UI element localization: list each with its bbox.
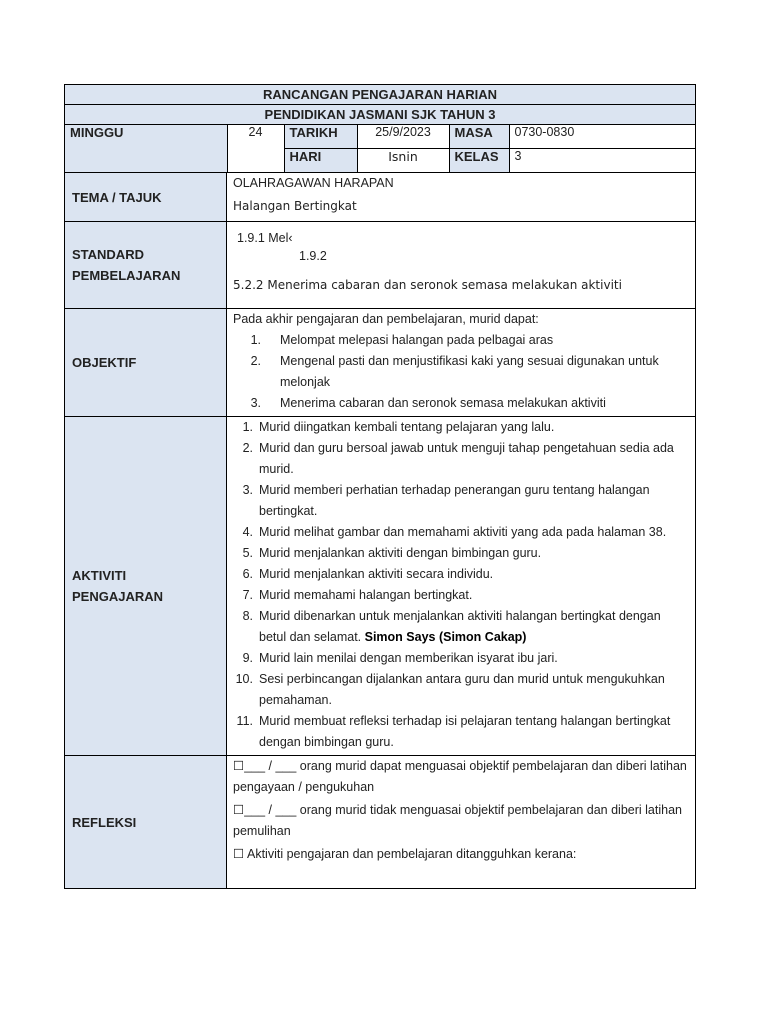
list-item bbox=[233, 585, 689, 606]
list-text: Murid memahami halangan bertingkat. bbox=[259, 588, 473, 602]
list-item bbox=[233, 417, 689, 438]
lesson-plan-table bbox=[64, 84, 696, 889]
list-number: 2. bbox=[242, 441, 253, 455]
list-number: 5. bbox=[242, 546, 253, 560]
refleksi-option-2: ☐___ / ___ orang murid tidak menguasai objektif pembelajaran dan diberi latihan pemulihan bbox=[233, 803, 682, 838]
list-text: Sesi perbincangan dijalankan antara guru dan murid untuk mengukuhkan pemahaman. bbox=[259, 672, 665, 707]
objektif-list bbox=[233, 330, 689, 414]
aktiviti-label bbox=[65, 417, 227, 756]
list-text: Murid memberi perhatian terhadap penerangan guru tentang halangan bertingkat. bbox=[259, 483, 650, 518]
list-number: 1. bbox=[250, 333, 261, 347]
list-item bbox=[233, 648, 689, 669]
list-item bbox=[233, 480, 689, 522]
list-number: 9. bbox=[242, 651, 253, 665]
objektif-intro: Pada akhir pengajaran dan pembelajaran, murid dapat: bbox=[233, 312, 539, 326]
hari-label: HARI bbox=[284, 149, 357, 173]
masa-value: 0730-0830 bbox=[509, 125, 696, 149]
list-item bbox=[233, 438, 689, 480]
aktiviti-label-line1: AKTIVITI bbox=[72, 568, 127, 583]
standard-label bbox=[65, 222, 227, 309]
refleksi-cell bbox=[227, 756, 696, 889]
list-number: 4. bbox=[242, 525, 253, 539]
standard-cell bbox=[227, 222, 696, 309]
info-grid bbox=[65, 125, 696, 172]
aktiviti-label-line2: PENGAJARAN bbox=[72, 589, 164, 604]
tema-cell bbox=[227, 173, 696, 222]
list-number: 10. bbox=[235, 672, 253, 686]
list-text: Menerima cabaran dan seronok semasa melakukan aktiviti bbox=[280, 396, 606, 410]
document-subtitle: PENDIDIKAN JASMANI SJK TAHUN 3 bbox=[65, 105, 696, 125]
tema-label: TEMA / TAJUK bbox=[65, 173, 227, 222]
tema-topic: Halangan Bertingkat bbox=[233, 199, 357, 213]
tarikh-label: TARIKH bbox=[284, 125, 357, 149]
list-text: Murid menjalankan aktiviti dengan bimbingan guru. bbox=[259, 546, 542, 560]
standard-item-1: 1.9.1 Mel‹ bbox=[237, 231, 293, 245]
standard-label-line2: PEMBELAJARAN bbox=[72, 268, 181, 283]
standard-item-3: 5.2.2 Menerima cabaran dan seronok semasa melakukan aktiviti bbox=[233, 278, 622, 292]
refleksi-option-3: ☐ Aktiviti pengajaran dan pembelajaran ditangguhkan kerana: bbox=[233, 847, 577, 861]
refleksi-option-1: ☐___ / ___ orang murid dapat menguasai objektif pembelajaran dan diberi latihan pengayaan / pengukuhan bbox=[233, 759, 687, 794]
list-item bbox=[233, 564, 689, 585]
document-title: RANCANGAN PENGAJARAN HARIAN bbox=[65, 85, 696, 105]
list-item bbox=[233, 351, 689, 393]
list-text: Mengenal pasti dan menjustifikasi kaki yang sesuai digunakan untuk melonjak bbox=[280, 354, 659, 389]
standard-label-line1: STANDARD bbox=[72, 247, 144, 262]
list-number: 1. bbox=[242, 420, 253, 434]
list-number: 3. bbox=[242, 483, 253, 497]
objektif-label: OBJEKTIF bbox=[65, 309, 227, 417]
aktiviti-cell bbox=[227, 417, 696, 756]
list-text: Murid diingatkan kembali tentang pelajaran yang lalu. bbox=[259, 420, 555, 434]
list-number: 7. bbox=[242, 588, 253, 602]
tema-title: OLAHRAGAWAN HARAPAN bbox=[233, 176, 394, 190]
masa-label: MASA bbox=[449, 125, 509, 149]
objektif-cell bbox=[227, 309, 696, 417]
list-number: 6. bbox=[242, 567, 253, 581]
list-number: 11. bbox=[236, 714, 253, 728]
refleksi-label: REFLEKSI bbox=[65, 756, 227, 889]
list-text: Murid menjalankan aktiviti secara individu. bbox=[259, 567, 494, 581]
info-row bbox=[65, 125, 696, 173]
list-text: Murid dibenarkan untuk menjalankan aktiviti halangan bertingkat dengan betul dan selamat. bbox=[259, 609, 661, 644]
minggu-label: MINGGU bbox=[65, 125, 227, 172]
kelas-label: KELAS bbox=[449, 149, 509, 173]
list-text: Murid lain menilai dengan memberikan isyarat ibu jari. bbox=[259, 651, 558, 665]
list-number: 8. bbox=[242, 609, 253, 623]
list-item bbox=[233, 393, 689, 414]
list-item bbox=[233, 669, 689, 711]
hari-value: Isnin bbox=[357, 149, 449, 173]
kelas-value: 3 bbox=[509, 149, 696, 173]
list-number: 2. bbox=[250, 354, 261, 368]
activity-game-name: Simon Says (Simon Cakap) bbox=[364, 630, 527, 644]
list-item bbox=[233, 543, 689, 564]
list-item bbox=[233, 522, 689, 543]
list-item bbox=[233, 330, 689, 351]
aktiviti-list bbox=[233, 417, 689, 753]
list-text: Melompat melepasi halangan pada pelbagai aras bbox=[280, 333, 554, 347]
list-text: Murid dan guru bersoal jawab untuk menguji tahap pengetahuan sedia ada murid. bbox=[259, 441, 674, 476]
list-item bbox=[233, 606, 689, 648]
list-text: Murid melihat gambar dan memahami aktiviti yang ada pada halaman 38. bbox=[259, 525, 667, 539]
standard-item-2: 1.9.2 bbox=[299, 249, 327, 263]
minggu-value: 24 bbox=[227, 125, 284, 172]
list-text: Murid membuat refleksi terhadap isi pelajaran tentang halangan bertingkat dengan bimbingan guru. bbox=[259, 714, 671, 749]
tarikh-value: 25/9/2023 bbox=[357, 125, 449, 149]
list-number: 3. bbox=[250, 396, 261, 410]
list-item bbox=[233, 711, 689, 753]
